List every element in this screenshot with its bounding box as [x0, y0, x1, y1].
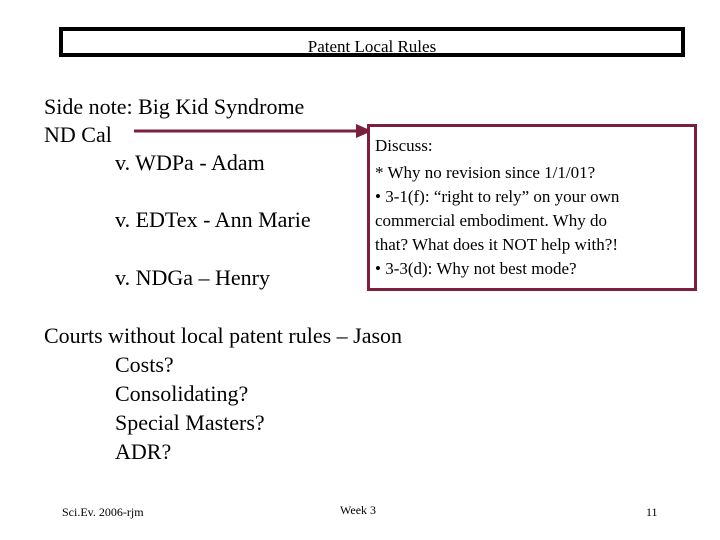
case-ndga: v. NDGa – Henry	[115, 265, 270, 290]
discuss-line-5: • 3-3(d): Why not best mode?	[375, 259, 577, 278]
discuss-box	[367, 124, 697, 291]
courts-item-special-masters: Special Masters?	[115, 410, 265, 435]
courts-item-consolidating: Consolidating?	[115, 381, 249, 406]
footer-course: Sci.Ev. 2006-rjm	[62, 505, 144, 519]
arrow-right-icon	[134, 121, 374, 141]
case-wdpa: v. WDPa - Adam	[115, 150, 265, 175]
discuss-line-1: * Why no revision since 1/1/01?	[375, 163, 596, 182]
courts-item-adr: ADR?	[115, 439, 172, 464]
nd-cal-label: ND Cal	[44, 122, 112, 147]
discuss-line-4: that? What does it NOT help with?!	[375, 235, 618, 254]
discuss-line-2: • 3-1(f): “right to rely” on your own	[375, 187, 620, 206]
case-edtex: v. EDTex - Ann Marie	[115, 207, 311, 232]
courts-item-costs: Costs?	[115, 352, 174, 377]
discuss-heading: Discuss:	[375, 136, 433, 155]
side-note: Side note: Big Kid Syndrome	[44, 94, 305, 119]
footer-week: Week 3	[340, 503, 377, 517]
title-box	[59, 27, 685, 57]
courts-heading: Courts without local patent rules – Jason	[44, 323, 403, 348]
discuss-line-3: commercial embodiment. Why do	[375, 211, 607, 230]
footer-page-number: 11	[646, 505, 658, 519]
slide-title: Patent Local Rules	[307, 37, 437, 56]
